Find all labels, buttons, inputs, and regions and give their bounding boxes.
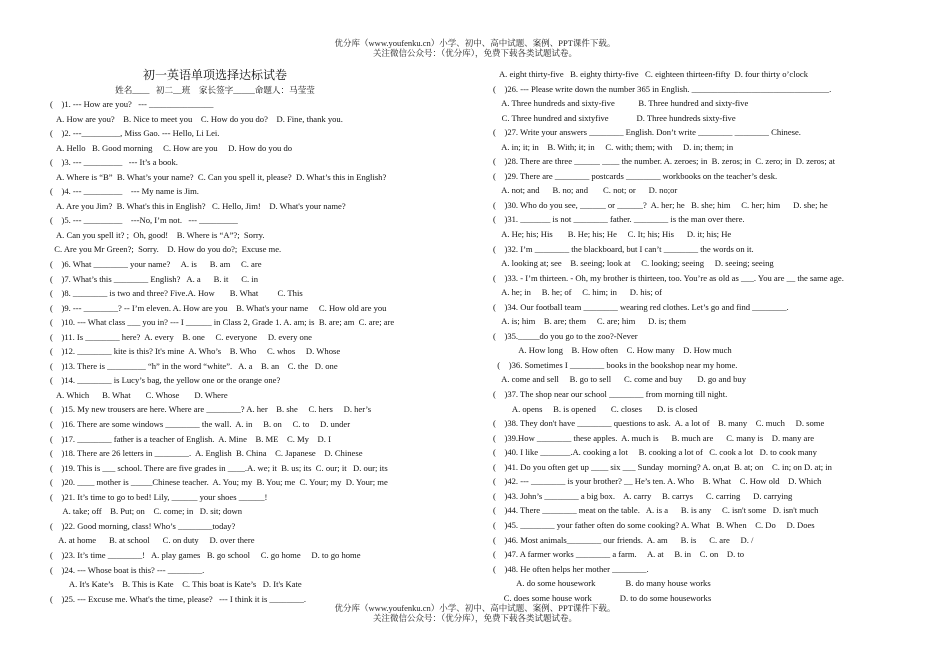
question-line: ( )13. There is _________ “h” in the word “white”. A. a B. an C. the D. one (50, 360, 338, 371)
question-line: ( )45. ________ your father often do some cooking? A. What B. When C. Do D. Does (493, 519, 815, 530)
question-line: ( )19. This is ___ school. There are five grades in ____.A. we; it B. us; its C. our; it D. our; its (50, 462, 388, 473)
question-line: ( )40. I like _______.A. cooking a lot B. cooking a lot of C. cook a lot D. to cook many (493, 447, 817, 458)
left-column (50, 67, 470, 606)
question-line: ( )8. ________ is two and three? Five.A. How B. What C. This (50, 288, 303, 299)
question-line: ( )26. --- Please write down the number 365 in English. ________________________________. (493, 83, 832, 94)
question-line: A. come and sell B. go to sell C. come and buy D. go and buy (493, 374, 747, 385)
question-line: A. looking at; see B. seeing; look at C. looking; seeing D. seeing; seeing (493, 258, 774, 269)
question-line: ( )38. They don't have ________ questions to ask. A. a lot of B. many C. much D. some (493, 418, 825, 429)
question-line: A. at home B. at school C. on duty D. over there (50, 535, 255, 546)
question-line: A. is; him B. are; them C. are; him D. is; them (493, 316, 687, 327)
question-line: ( )31. _______ is not ________ father. ________ is the man over there. (493, 214, 745, 225)
question-line: ( )33. - I’m thirteen. - Oh, my brother is thirteen, too. You’re as old as ___. You are __ the same age. (493, 272, 844, 283)
question-line: ( )42. --- ________ is your brother? __ He’s ten. A. Who B. What C. How old D. Which (493, 476, 822, 487)
question-line: ( )39.How ________ these apples. A. much is B. much are C. many is D. many are (493, 432, 815, 443)
question-line: ( )20. ____ mother is _____Chinese teacher. A. You; my B. You; me C. Your; my D. Your; me (50, 477, 388, 488)
question-line: ( )18. There are 26 letters in ________. A. English B. China C. Japanese D. Chinese (50, 448, 363, 459)
question-line: ( )48. He often helps her mother ________. (493, 563, 649, 574)
question-line: A. He; his; His B. He; his; He C. It; his; His D. it; his; He (493, 229, 732, 240)
question-line: A. It's Kate’s B. This is Kate C. This boat is Kate’s D. It's Kate (50, 579, 302, 590)
question-line: ( )47. A farmer works ________ a farm. A. at B. in C. on D. to (493, 549, 745, 560)
question-line: A. opens B. is opened C. closes D. is closed (493, 403, 698, 414)
question-line: ( )1. --- How are you? --- _______________ (50, 99, 214, 109)
question-line: ( )2. ---_________, Miss Gao. --- Hello, Li Lei. (50, 128, 220, 139)
question-line: ( )28. There are three ______ ____ the number. A. zeroes; in B. zeros; in C. zero; in D. zeros; at (493, 156, 836, 167)
question-line: ( )22. Good morning, class! Who’s ________today? (50, 520, 236, 531)
question-line: ( )43. John’s ________ a big box. A. carry B. carrys C. carring D. carrying (493, 490, 793, 501)
question-line: ( )16. There are some windows ________ the wall. A. in B. on C. to D. under (50, 419, 351, 430)
question-line: ( )24. --- Whose boat is this? --- ________. (50, 564, 205, 575)
question-line: A. Can you spell it? ; Oh, good! B. Where is “A”?; Sorry. (50, 229, 265, 240)
question-line: A. take; off B. Put; on C. come; in D. sit; down (50, 506, 243, 517)
question-line: ( )12. ________ kite is this? It's mine A. Who’s B. Who C. whos D. Whose (50, 346, 341, 357)
question-line: ( )36. Sometimes I ________ books in the bookshop near my home. (493, 359, 738, 370)
question-line: A. eight thirty-five B. eighty thirty-five C. eighteen thirteen-fifty D. four thirty o’clock (493, 69, 809, 79)
right-column (493, 67, 913, 605)
question-line: ( )21. It’s time to go to bed! Lily, ______ your shoes ______! (50, 491, 268, 502)
question-line: A. Are you Jim? B. What's this in English? C. Hello, Jim! D. What's your name? (50, 200, 346, 211)
question-line: ( )44. There ________ meat on the table. A. is a B. is any C. isn't some D. isn't much (493, 505, 819, 516)
question-line: A. How are you? B. Nice to meet you C. How do you do? D. Fine, thank you. (50, 113, 343, 124)
question-line: A. Where is “B” B. What’s your name? C. Can you spell it, please? D. What’s this in English? (50, 171, 387, 182)
question-line: A. Three hundreds and sixty-five B. Three hundred and sixty-five (493, 98, 749, 109)
footer-line-1: 优分库（www.youfenku.cn）小学、初中、高中试题、案例、PPT课件下载。 (334, 603, 616, 613)
question-line: ( )46. Most animals________ our friends. A. am B. is C. are D. / (493, 534, 754, 545)
question-line: C. does some house work D. to do some houseworks (493, 592, 712, 603)
header-line-1: 优分库（www.youfenku.cn）小学、初中、高中试题、案例、PPT课件下载。 (334, 38, 616, 48)
question-line: A. not; and B. no; and C. not; or D. no;or (493, 185, 678, 196)
question-line: ( )9. --- ________? -- I’m eleven. A. How are you B. What's your name C. How old are you (50, 302, 387, 313)
question-line: ( )35._____do you go to the zoo?-Never (493, 330, 638, 341)
question-line: C. Are you Mr Green?; Sorry. D. How do you do?; Excuse me. (50, 244, 282, 255)
question-line: A. do some housework B. do many house works (493, 578, 711, 589)
page-title: 初一英语单项选择达标试卷 (142, 68, 287, 82)
question-line: A. in; it; in B. With; it; in C. with; them; with D. in; them; in (493, 141, 734, 152)
left-question-list (50, 97, 470, 606)
question-line: ( )6. What ________ your name? A. is B. am C. are (50, 259, 262, 270)
page-footer (0, 603, 950, 623)
question-line: ( )17. ________ father is a teacher of English. A. Mine B. ME C. My D. I (50, 433, 331, 444)
question-line: ( )3. --- _________ --- It’s a book. (50, 157, 178, 168)
question-line: ( )4. --- _________ --- My name is Jim. (50, 186, 199, 197)
question-line: ( )5. --- _________ ---No, I’m not. --- _________ (50, 215, 238, 226)
question-line: ( )34. Our football team ________ wearing red clothes. Let’s go and find ________. (493, 301, 789, 312)
footer-line-2: 关注微信公众号：（优分库），免费下载各类试题试卷。 (372, 613, 577, 623)
header-line-2: 关注微信公众号：（优分库），免费下载各类试题试卷。 (372, 48, 577, 58)
question-line: A. Which B. What C. Whose D. Where (50, 389, 228, 400)
page-header (0, 38, 950, 58)
question-line: ( )10. --- What class ___ you in? --- I ______ in Class 2, Grade 1. A. am; is B. are; am C. are; are (50, 317, 395, 328)
question-line: ( )37. The shop near our school ________ from morning till night. (493, 389, 728, 400)
question-line: ( )7. What’s this ________ English? A. a B. it C. in (50, 273, 258, 284)
question-line: A. Hello B. Good morning C. How are you D. How do you do (50, 142, 293, 153)
right-question-list (493, 67, 913, 605)
question-line: C. Three hundred and sixtyfive D. Three hundreds sixty-five (493, 112, 736, 123)
question-line: ( )23. It’s time ________! A. play games B. go school C. go home D. to go home (50, 549, 361, 560)
question-line: ( )15. My new trousers are here. Where are ________? A. her B. she C. hers D. her’s (50, 404, 372, 415)
question-line: ( )11. Is ________ here? A. every B. one C. everyone D. every one (50, 331, 312, 342)
question-line: ( )27. Write your answers ________ English. Don’t write ________ ________ Chinese. (493, 127, 801, 138)
question-line: ( )30. Who do you see, ______ or ______? A. her; he B. she; him C. her; him D. she; he (493, 199, 828, 210)
question-line: ( )32. I’m ________ the blackboard, but I can’t ________ the words on it. (493, 243, 754, 254)
question-line: ( )29. There are ________ postcards ________ workbooks on the teacher’s desk. (493, 170, 778, 181)
question-line: A. he; in B. he; of C. him; in D. his; of (493, 287, 663, 298)
question-line: A. How long B. How often C. How many D. How much (493, 345, 732, 356)
question-line: ( )14. ________ is Lucy’s bag, the yellow one or the orange one? (50, 375, 281, 386)
subtitle: 姓名____ 初二__班 家长签字_____命题人：马莹莹 (115, 85, 315, 95)
question-line: ( )41. Do you often get up ____ six ___ Sunday morning? A. on,at B. at; on C. in; on D. at; in (493, 461, 832, 472)
question-line: ( )25. --- Excuse me. What's the time, please? --- I think it is ________. (50, 593, 307, 604)
